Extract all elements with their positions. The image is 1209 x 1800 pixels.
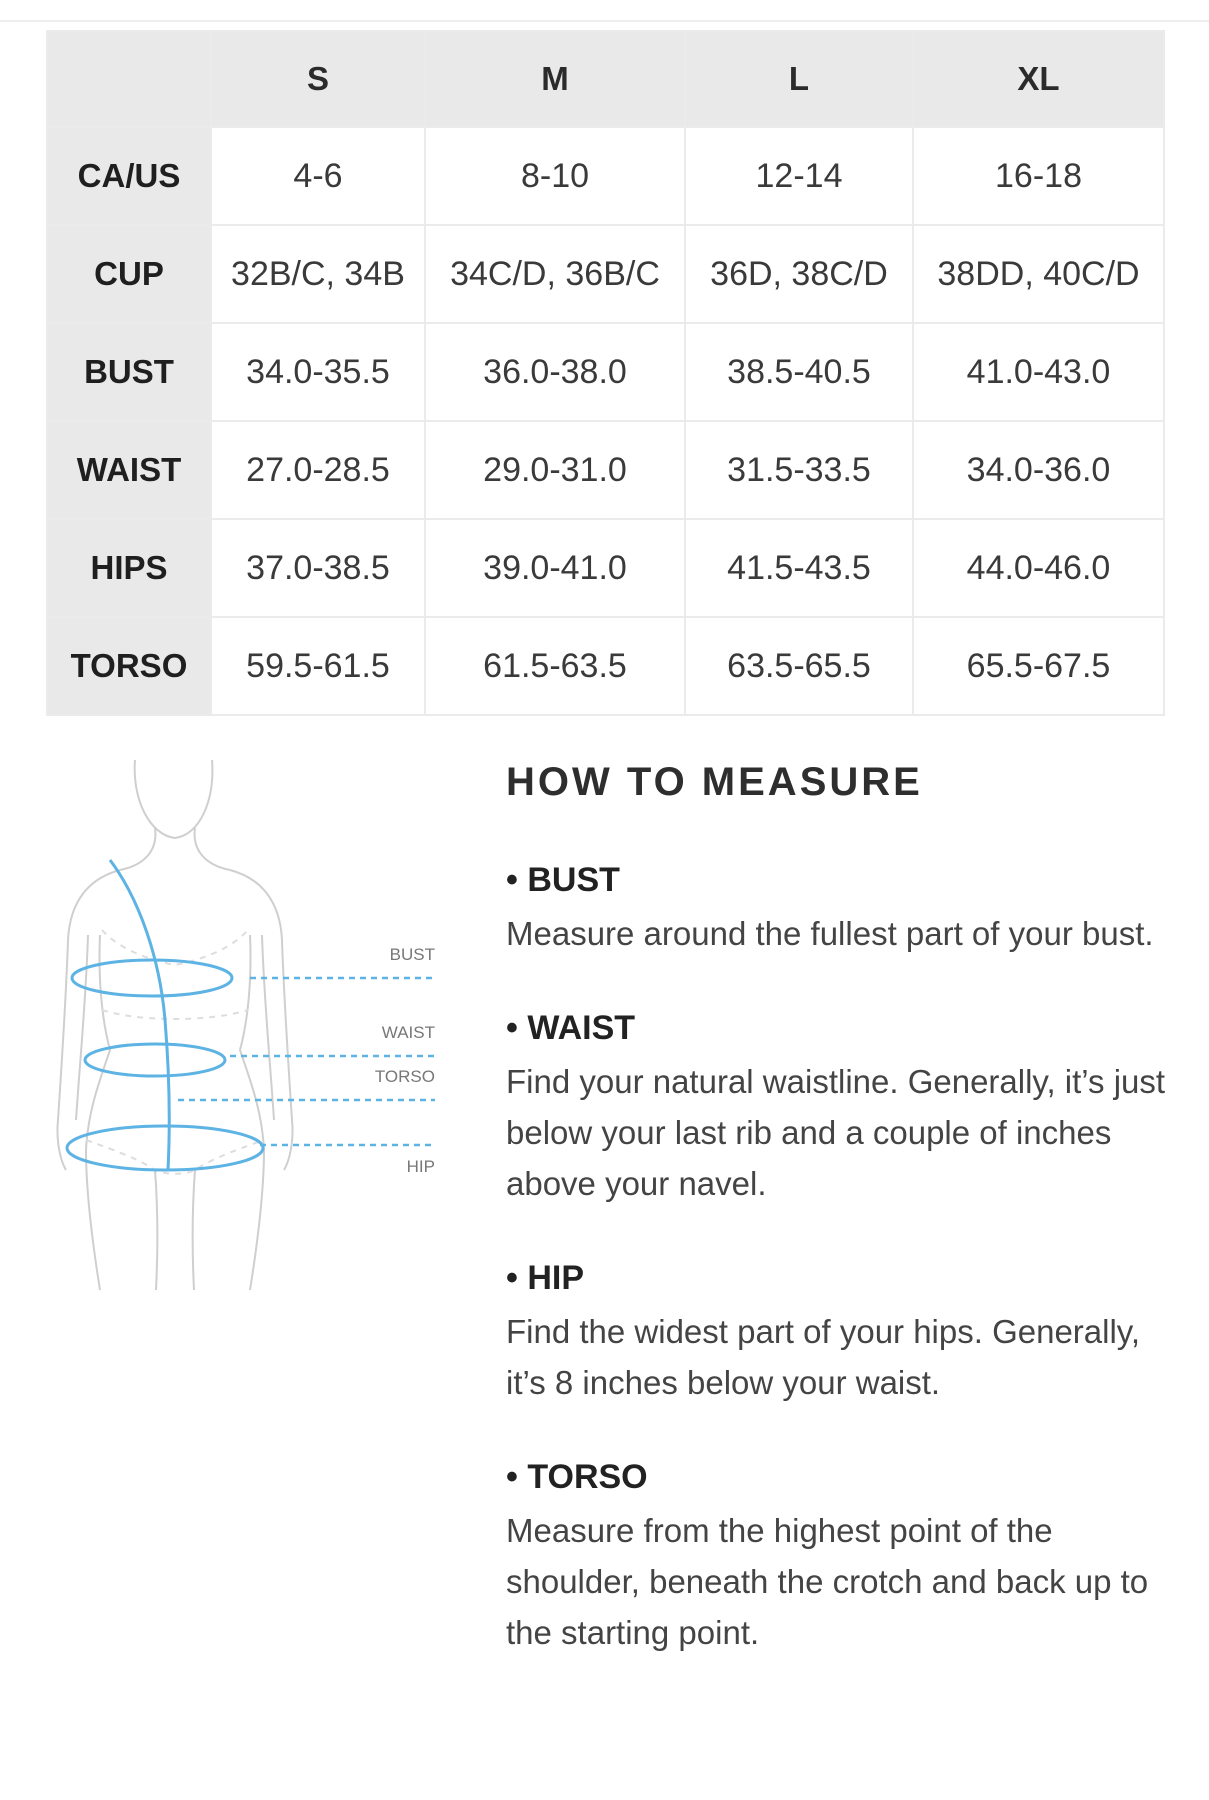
table-cell: 34.0-35.5 — [211, 323, 425, 421]
table-cell: 12-14 — [685, 127, 913, 225]
measure-heading: • BUST — [506, 861, 620, 899]
table-cell: 8-10 — [425, 127, 685, 225]
body-outline-illustration — [40, 760, 460, 1290]
torso-label: TORSO — [374, 1067, 435, 1086]
table-cell: 63.5-65.5 — [685, 617, 913, 715]
measure-item-torso — [506, 1458, 1166, 1658]
waist-label: WAIST — [381, 1023, 435, 1042]
measure-text: Measure around the fullest part of your bust. — [506, 915, 1154, 952]
table-cell: 36D, 38C/D — [685, 225, 913, 323]
row-label: HIPS — [47, 519, 211, 617]
table-cell: 44.0-46.0 — [913, 519, 1164, 617]
measure-item-waist — [506, 1009, 1166, 1209]
table-cell: 41.0-43.0 — [913, 323, 1164, 421]
row-label: WAIST — [47, 421, 211, 519]
how-to-measure-title: HOW TO MEASURE — [506, 760, 923, 804]
table-cell: 65.5-67.5 — [913, 617, 1164, 715]
table-row — [47, 323, 1164, 421]
table-cell: 38DD, 40C/D — [913, 225, 1164, 323]
table-cell: 27.0-28.5 — [211, 421, 425, 519]
table-cell: 32B/C, 34B — [211, 225, 425, 323]
size-chart-table — [46, 30, 1165, 716]
table-cell: 61.5-63.5 — [425, 617, 685, 715]
measurement-figure — [40, 760, 460, 1290]
table-row — [47, 225, 1164, 323]
table-cell: 34C/D, 36B/C — [425, 225, 685, 323]
measure-item-bust — [506, 861, 1166, 959]
table-cell: 38.5-40.5 — [685, 323, 913, 421]
measure-text: Find your natural waistline. Generally, it’s just below your last rib and a couple of inches above your navel. — [506, 1063, 1166, 1202]
size-header-l: L — [685, 31, 913, 127]
table-cell: 34.0-36.0 — [913, 421, 1164, 519]
table-cell: 59.5-61.5 — [211, 617, 425, 715]
top-divider — [0, 20, 1209, 22]
measure-text: Find the widest part of your hips. Generally, it’s 8 inches below your waist. — [506, 1313, 1141, 1401]
size-header-xl: XL — [913, 31, 1164, 127]
table-cell: 29.0-31.0 — [425, 421, 685, 519]
row-label: CA/US — [47, 127, 211, 225]
size-header-row — [47, 31, 1164, 127]
swimsuit-outline — [86, 930, 264, 1174]
measurement-lines — [67, 860, 263, 1170]
dotted-pointer-lines — [178, 978, 435, 1145]
row-label: BUST — [47, 323, 211, 421]
table-row — [47, 519, 1164, 617]
bust-label: BUST — [389, 945, 435, 964]
measure-heading: • HIP — [506, 1259, 585, 1297]
row-label: CUP — [47, 225, 211, 323]
table-row — [47, 617, 1164, 715]
how-to-measure-section — [506, 760, 1166, 1708]
measure-item-hip — [506, 1259, 1166, 1408]
row-label: TORSO — [47, 617, 211, 715]
size-header-m: M — [425, 31, 685, 127]
body-outline — [57, 760, 292, 1290]
corner-cell — [47, 31, 211, 127]
measure-heading: • WAIST — [506, 1009, 636, 1047]
table-cell: 31.5-33.5 — [685, 421, 913, 519]
measure-text: Measure from the highest point of the shoulder, beneath the crotch and back up to the starting point. — [506, 1512, 1149, 1651]
table-row — [47, 127, 1164, 225]
table-cell: 36.0-38.0 — [425, 323, 685, 421]
table-cell: 39.0-41.0 — [425, 519, 685, 617]
table-row — [47, 421, 1164, 519]
size-header-s: S — [211, 31, 425, 127]
measure-heading: • TORSO — [506, 1458, 648, 1496]
table-cell: 4-6 — [211, 127, 425, 225]
table-cell: 41.5-43.5 — [685, 519, 913, 617]
table-cell: 37.0-38.5 — [211, 519, 425, 617]
table-cell: 16-18 — [913, 127, 1164, 225]
hip-label: HIP — [406, 1157, 435, 1176]
